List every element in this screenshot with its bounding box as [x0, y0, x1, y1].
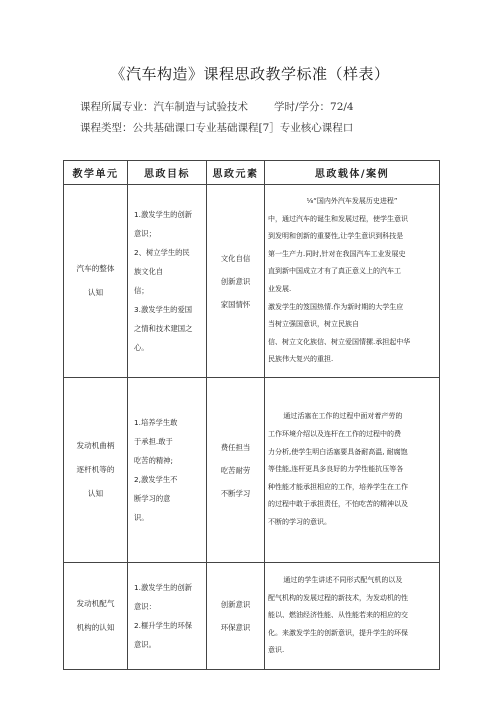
course-standard-table	[63, 160, 440, 670]
goal-cell: 1.激发学生的创新 意识； 2、树立学生的民 族文化自 信； 3.激发学生的爱国 之情和技术建国之 心。	[128, 185, 207, 378]
page-title: 《汽车构造》课程思政教学标准（样表）	[110, 65, 390, 83]
table-row	[64, 185, 440, 378]
header-element: 思政元素	[207, 161, 265, 185]
case-cell: ⅛“国内外汽车发展历史进程” 中，通过汽车的诞生和发展过程，使学生意识 到发明和创新的重要性,让学生意识到科技是 第一生产力.同时,针对在我国汽车工业发展史 直到新中国成立才有了真正意义上的汽车工 业发展. 激发学生的笈国热情.作为新时期的大学生应 当树立强国意识，树立民族自 信、树立文化族信、树立爱国情摞.承担起中华 民族伟大复兴的重担.	[265, 185, 440, 378]
header-case: 思政载体/案例	[265, 161, 440, 185]
element-cell: 文化自信 创新意识 家国情怀	[207, 185, 265, 378]
goal-cell: 1.培养学生敢 于承担.敢于 吃苦的精神; 2,激发学生不 断学习的意 识。	[128, 378, 207, 563]
table-row	[64, 563, 440, 670]
course-type-label: 课程类型：公共基础课口专业基础课程[7］专业核心课程口	[80, 122, 354, 134]
case-heading: ⅛“国内外汽车发展历史进程”	[306, 197, 398, 206]
meta-line-1	[80, 99, 354, 114]
header-unit: 教学单元	[64, 161, 128, 185]
unit-cell: 发动机曲柄 逐杆机等的 认知	[64, 378, 128, 563]
case-cell: 通过活塞在工作的过程中面对着产劳的 工作环境介绍以及连杆在工作的过程中的费 力分析,使学生明白活塞要具备耐高温, 耐腐饱 等佳能,连杆更具多良好的力学性能抗压等各 种性能才能承担相应的工作，培养学生在工作 的过程中敢于承担责任，不怕吃苦的精神以及 不断的学习的意识。	[265, 378, 440, 563]
table-header-row	[64, 161, 440, 185]
goal-cell: 1.激发学生的创新 意识： 2.榧升学生的环保 意识。	[128, 563, 207, 670]
header-goal: 思政目标	[128, 161, 207, 185]
table-row	[64, 378, 440, 563]
case-cell: 通过的学生讲述不同形式配气机的以及 配气机构的发展过程的新技术，为发动机的性 能以、燃油经济性能、从性能若来的相应的交 化。来激发学生的创新意识，提升学生的环保 意识.	[265, 563, 440, 670]
hours-label: 学时/学分：72/4	[274, 101, 354, 113]
unit-cell: 汽车的整体 认知	[64, 185, 128, 378]
major-label: 课程所属专业：汽车制造与试验技术	[80, 101, 248, 113]
unit-cell: 发动机配气 机构的认知	[64, 563, 128, 670]
element-cell: 费任担当 吃苦耐劳 不断学习	[207, 378, 265, 563]
element-cell: 创新意识 环保意识	[207, 563, 265, 670]
